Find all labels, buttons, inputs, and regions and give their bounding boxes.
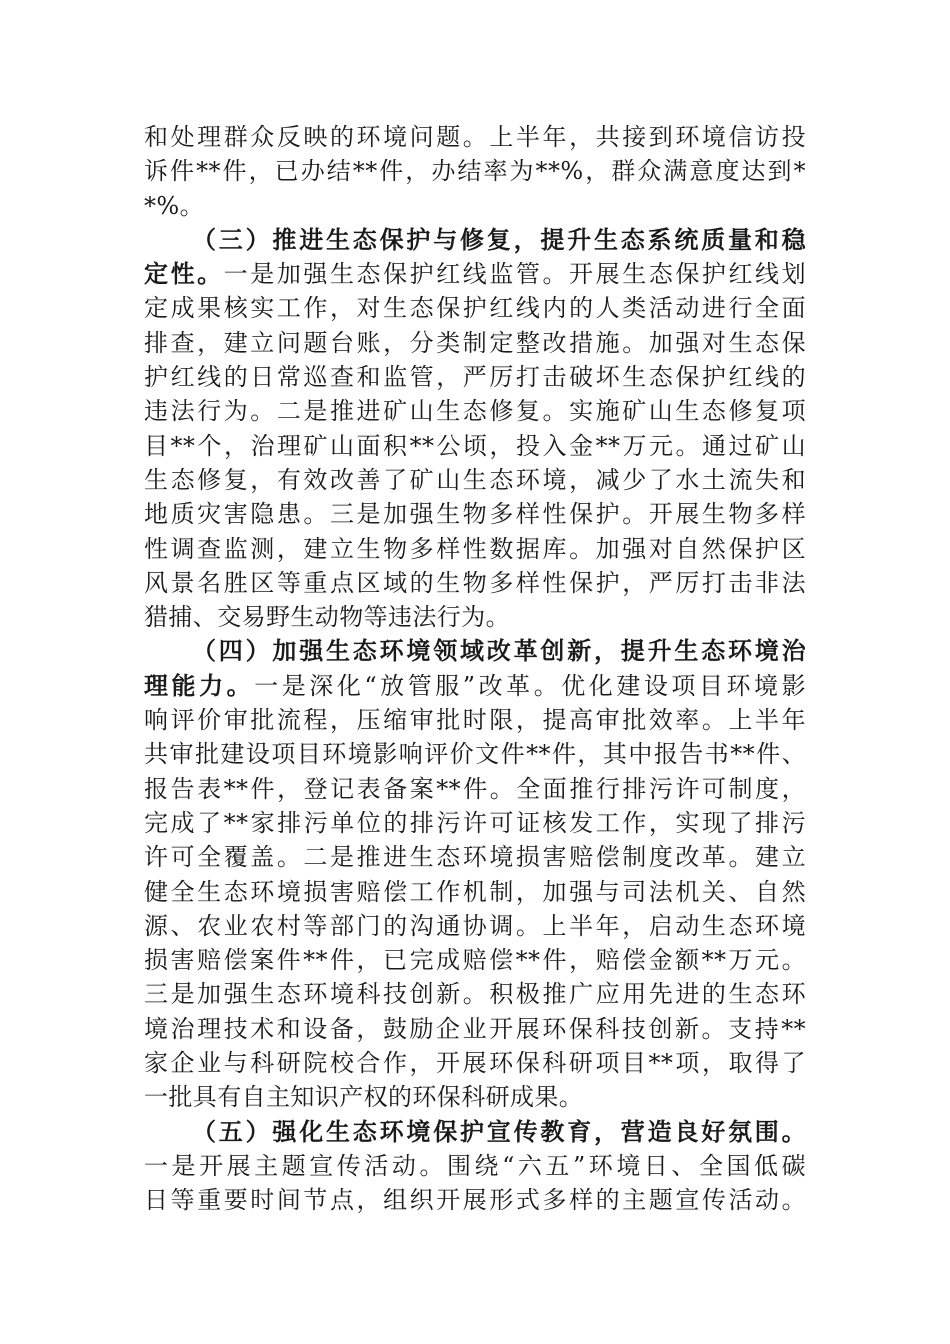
text-line (144, 669, 806, 703)
body-text: 一是开展主题宣传活动。围绕“六五”环境日、全国低碳 (144, 1151, 806, 1180)
heading-text: （四）加强生态环境领域改革创新，提升生态环境治 (192, 636, 806, 666)
text-line (144, 394, 806, 428)
document-body (144, 120, 806, 1218)
body-text: 违法行为。二是推进矿山生态修复。实施矿山生态修复项 (144, 397, 806, 426)
text-line (144, 429, 806, 463)
text-line (144, 977, 806, 1011)
text-line (144, 360, 806, 394)
text-line (144, 497, 806, 531)
heading-text: 定性。 (144, 259, 224, 289)
body-text: 排查，建立问题台账，分类制定整改措施。加强对生态保 (144, 328, 806, 357)
text-line (144, 1080, 806, 1114)
body-text: 和处理群众反映的环境问题。上半年，共接到环境信访投 (144, 123, 806, 151)
body-text: 家企业与科研院校合作，开展环保科研项目**项，取得了 (144, 1049, 806, 1078)
body-text: 完成了**家排污单位的排污许可证核发工作，实现了排污 (144, 808, 806, 837)
text-line (144, 943, 806, 977)
heading-text: （五）强化生态环境保护宣传教育，营造良好氛围。 (192, 1116, 806, 1146)
text-line (144, 737, 806, 771)
body-text: 三是加强生态环境科技创新。积极推广应用先进的生态环 (144, 980, 806, 1009)
text-line (144, 772, 806, 806)
text-line (144, 1149, 806, 1183)
body-text: 损害赔偿案件**件，已完成赔偿**件，赔偿金额**万元。 (144, 946, 806, 975)
text-line (144, 154, 806, 188)
text-line (144, 566, 806, 600)
text-line (144, 806, 806, 840)
text-line (144, 463, 806, 497)
text-line (144, 189, 806, 223)
text-line (144, 1046, 806, 1080)
body-text: 性调查监测，建立生物多样性数据库。加强对自然保护区 (144, 534, 806, 563)
text-line (144, 600, 806, 634)
body-text: 响评价审批流程，压缩审批时限，提高审批效率。上半年 (144, 706, 806, 735)
body-text: 报告表**件，登记表备案**件。全面推行排污许可制度， (144, 774, 806, 803)
body-text: 一是加强生态保护红线监管。开展生态保护红线划 (223, 260, 806, 289)
text-line (144, 291, 806, 325)
body-text: 诉件**件，已办结**件，办结率为**%，群众满意度达到* (144, 157, 806, 186)
text-line (144, 703, 806, 737)
body-text: 一是深化“放管服”改革。优化建设项目环境影 (254, 671, 807, 700)
text-line (144, 1183, 806, 1217)
text-line (144, 120, 806, 154)
text-line (144, 1012, 806, 1046)
text-line (144, 257, 806, 291)
body-text: 一批具有自主知识产权的环保科研成果。 (144, 1083, 584, 1112)
text-line (144, 1115, 806, 1149)
body-text: 目**个，治理矿山面积**公顷，投入金**万元。通过矿山 (144, 431, 806, 460)
body-text: 许可全覆盖。二是推进生态环境损害赔偿制度改革。建立 (144, 843, 806, 872)
body-text: 源、农业农村等部门的沟通协调。上半年，启动生态环境 (144, 911, 806, 940)
body-text: 护红线的日常巡查和监管，严厉打击破坏生态保护红线的 (144, 363, 806, 392)
text-line (144, 840, 806, 874)
text-line (144, 634, 806, 668)
body-text: 生态修复，有效改善了矿山生态环境，减少了水土流失和 (144, 465, 806, 494)
body-text: 日等重要时间节点，组织开展形式多样的主题宣传活动。 (144, 1186, 806, 1215)
text-line (144, 875, 806, 909)
text-line (144, 532, 806, 566)
body-text: 境治理技术和设备，鼓励企业开展环保科技创新。支持** (144, 1014, 806, 1043)
text-line (144, 909, 806, 943)
body-text: 猎捕、交易野生动物等违法行为。 (144, 603, 510, 632)
body-text: 地质灾害隐患。三是加强生物多样性保护。开展生物多样 (144, 500, 806, 529)
heading-text: （三）推进生态保护与修复，提升生态系统质量和稳 (192, 224, 806, 254)
body-text: 健全生态环境损害赔偿工作机制，加强与司法机关、自然 (144, 877, 806, 906)
body-text: *%。 (144, 191, 205, 220)
heading-text: 理能力。 (144, 670, 255, 700)
body-text: 定成果核实工作，对生态保护红线内的人类活动进行全面 (144, 294, 806, 323)
text-line (144, 223, 806, 257)
body-text: 风景名胜区等重点区域的生物多样性保护，严厉打击非法 (144, 568, 806, 597)
body-text: 共审批建设项目环境影响评价文件**件，其中报告书**件、 (144, 740, 806, 769)
text-line (144, 326, 806, 360)
